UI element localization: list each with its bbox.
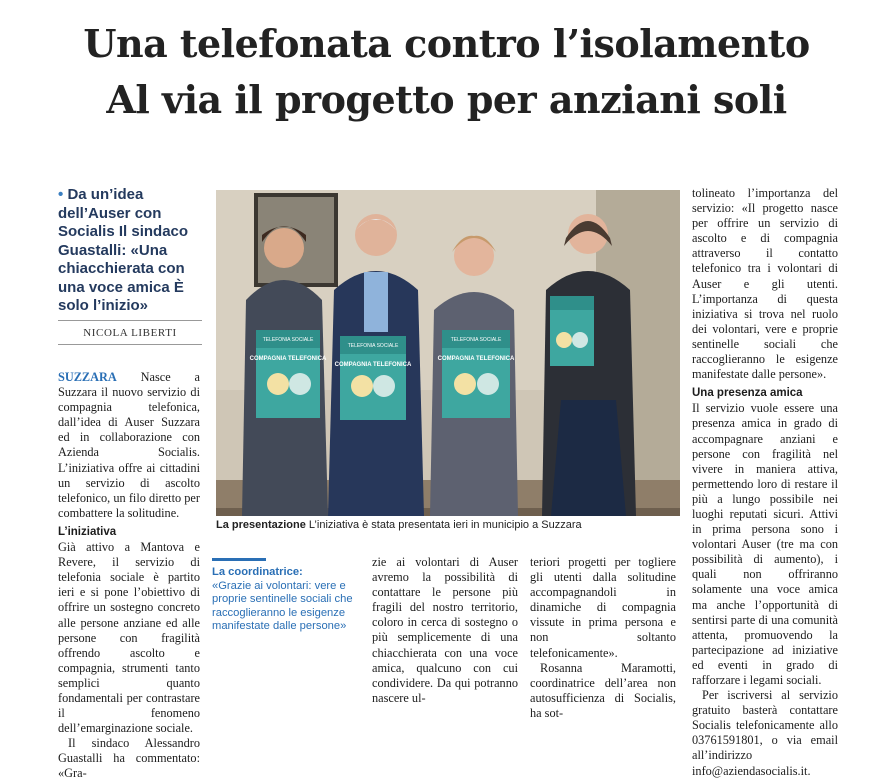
poster-1-title: TELEFONIA SOCIALE [262,337,314,343]
photo-illustration [216,190,680,516]
article-column-1 [58,370,200,782]
dateline: SUZZARA [58,370,117,384]
caption-text: L’iniziativa è stata presentata ieri in municipio a Suzzara [308,519,582,531]
subhead-iniziativa: L’iniziativa [58,525,117,538]
article-column-4 [530,555,676,721]
article-column-5 [692,186,838,779]
author-byline: NICOLA LIBERTI [58,320,202,345]
headline-line-1: Una telefonata contro l’isolamento [83,21,810,66]
col5-paragraph-3: Per iscriversi al servizio gratuito basterà contattare Socialis telefonicamente allo 03761591801, o via email all’indirizzo info@aziendasocialis.it. [692,688,838,778]
headline-line-2: Al via il progetto per anziani soli [106,77,787,122]
poster-3-main: COMPAGNIA TELEFONICA [437,356,515,362]
photo-caption [216,519,686,531]
quote-text: «Grazie ai volontari: vere e proprie sentinelle sociali che raccoglieranno le esigenze manifestate dalle persone» [212,579,353,632]
article-column-3 [372,555,518,706]
poster-1-main: COMPAGNIA TELEFONICA [249,356,327,362]
summary-box [58,186,208,316]
col1-paragraph-2: Già attivo a Mantova e Revere, il servizio di telefonia sociale è partito ieri e si pone l’obiettivo di offrire un sostegno concreto alle persone anziane ed alle persone con fragilità offrendo ascolto e compagnia, strumenti tanto semplici quanto fondamentali per contrastare il fenomeno dell’emarginazione sociale. [58,540,200,736]
caption-label: La presentazione [216,519,306,531]
summary-bullet: • [58,186,64,203]
col3-paragraph-1: zie ai volontari di Auser avremo la possibilità di contattare le persone più fragili del nostro territorio, coloro in cerca di sostegno o più semplicemente di una chiacchierata con una voce amica, qualcuno con cui condividere. Da qui potranno nascere ul- [372,555,518,705]
presentation-photo [216,190,680,516]
poster-2-main: COMPAGNIA TELEFONICA [334,362,412,368]
poster-2-title: TELEFONIA SOCIALE [347,343,399,349]
col1-paragraph-1: Nasce a Suzzara il nuovo servizio di compagnia telefonica, dall’idea di Auser Suzzara ed in collaborazione con Azienda Socialis. L’iniziativa offre ai cittadini un servizio di ascolto telefonico, un filo diretto per combattere la solitudine. [58,370,201,520]
col1-paragraph-3: Il sindaco Alessandro Guastalli ha commentato: «Gra- [58,736,200,781]
col4-paragraph-1: teriori progetti per togliere gli utenti dalla solitudine accompagnandoli in dinamiche di compagnia vissute in prima persona e non soltanto telefonicamente». [530,555,676,660]
subhead-presenza-amica: Una presenza amica [692,387,803,400]
pull-quote [212,558,358,634]
col4-paragraph-2: Rosanna Maramotti, coordinatrice dell’area non autosufficienza di Socialis, ha sot- [530,660,676,720]
col5-paragraph-1: tolineato l’importanza del servizio: «Il progetto nasce per offrire un servizio di ascolto e di compagnia attraverso il contatto telefonico tra i volontari di Auser e gli utenti. L’importanza di questa iniziativa si trova nel ruolo dei volontari, vere e proprie sentinelle sociali che raccoglieranno le esigenze manifestate dalle persone». [692,186,838,382]
col5-paragraph-2: Il servizio vuole essere una presenza amica in grado di accompagnare anziani e persone con fragilità nel vivere in maniera attiva, permettendo loro di restare il più a lungo possibile nei luoghi reputati sicuri. Attivi in prima persona sono i volontari Auser (tre ma con possibilità di aumento), i quali non offriranno solamente una voce amica ma anche l’opportunità di sentirsi parte di una comunità attenta, promuovendo la partecipazione ad iniziative ed eventi in grado di rafforzare i legami sociali. [692,401,838,687]
poster-3-title: TELEFONIA SOCIALE [450,337,502,343]
summary-text: Da un’idea dell’Auser con Socialis Il sindaco Guastalli: «Una chiacchierata con una voce amica È solo l’inizio» [58,186,189,314]
quote-bar [212,558,266,561]
quote-label: La coordinatrice: [212,566,303,578]
